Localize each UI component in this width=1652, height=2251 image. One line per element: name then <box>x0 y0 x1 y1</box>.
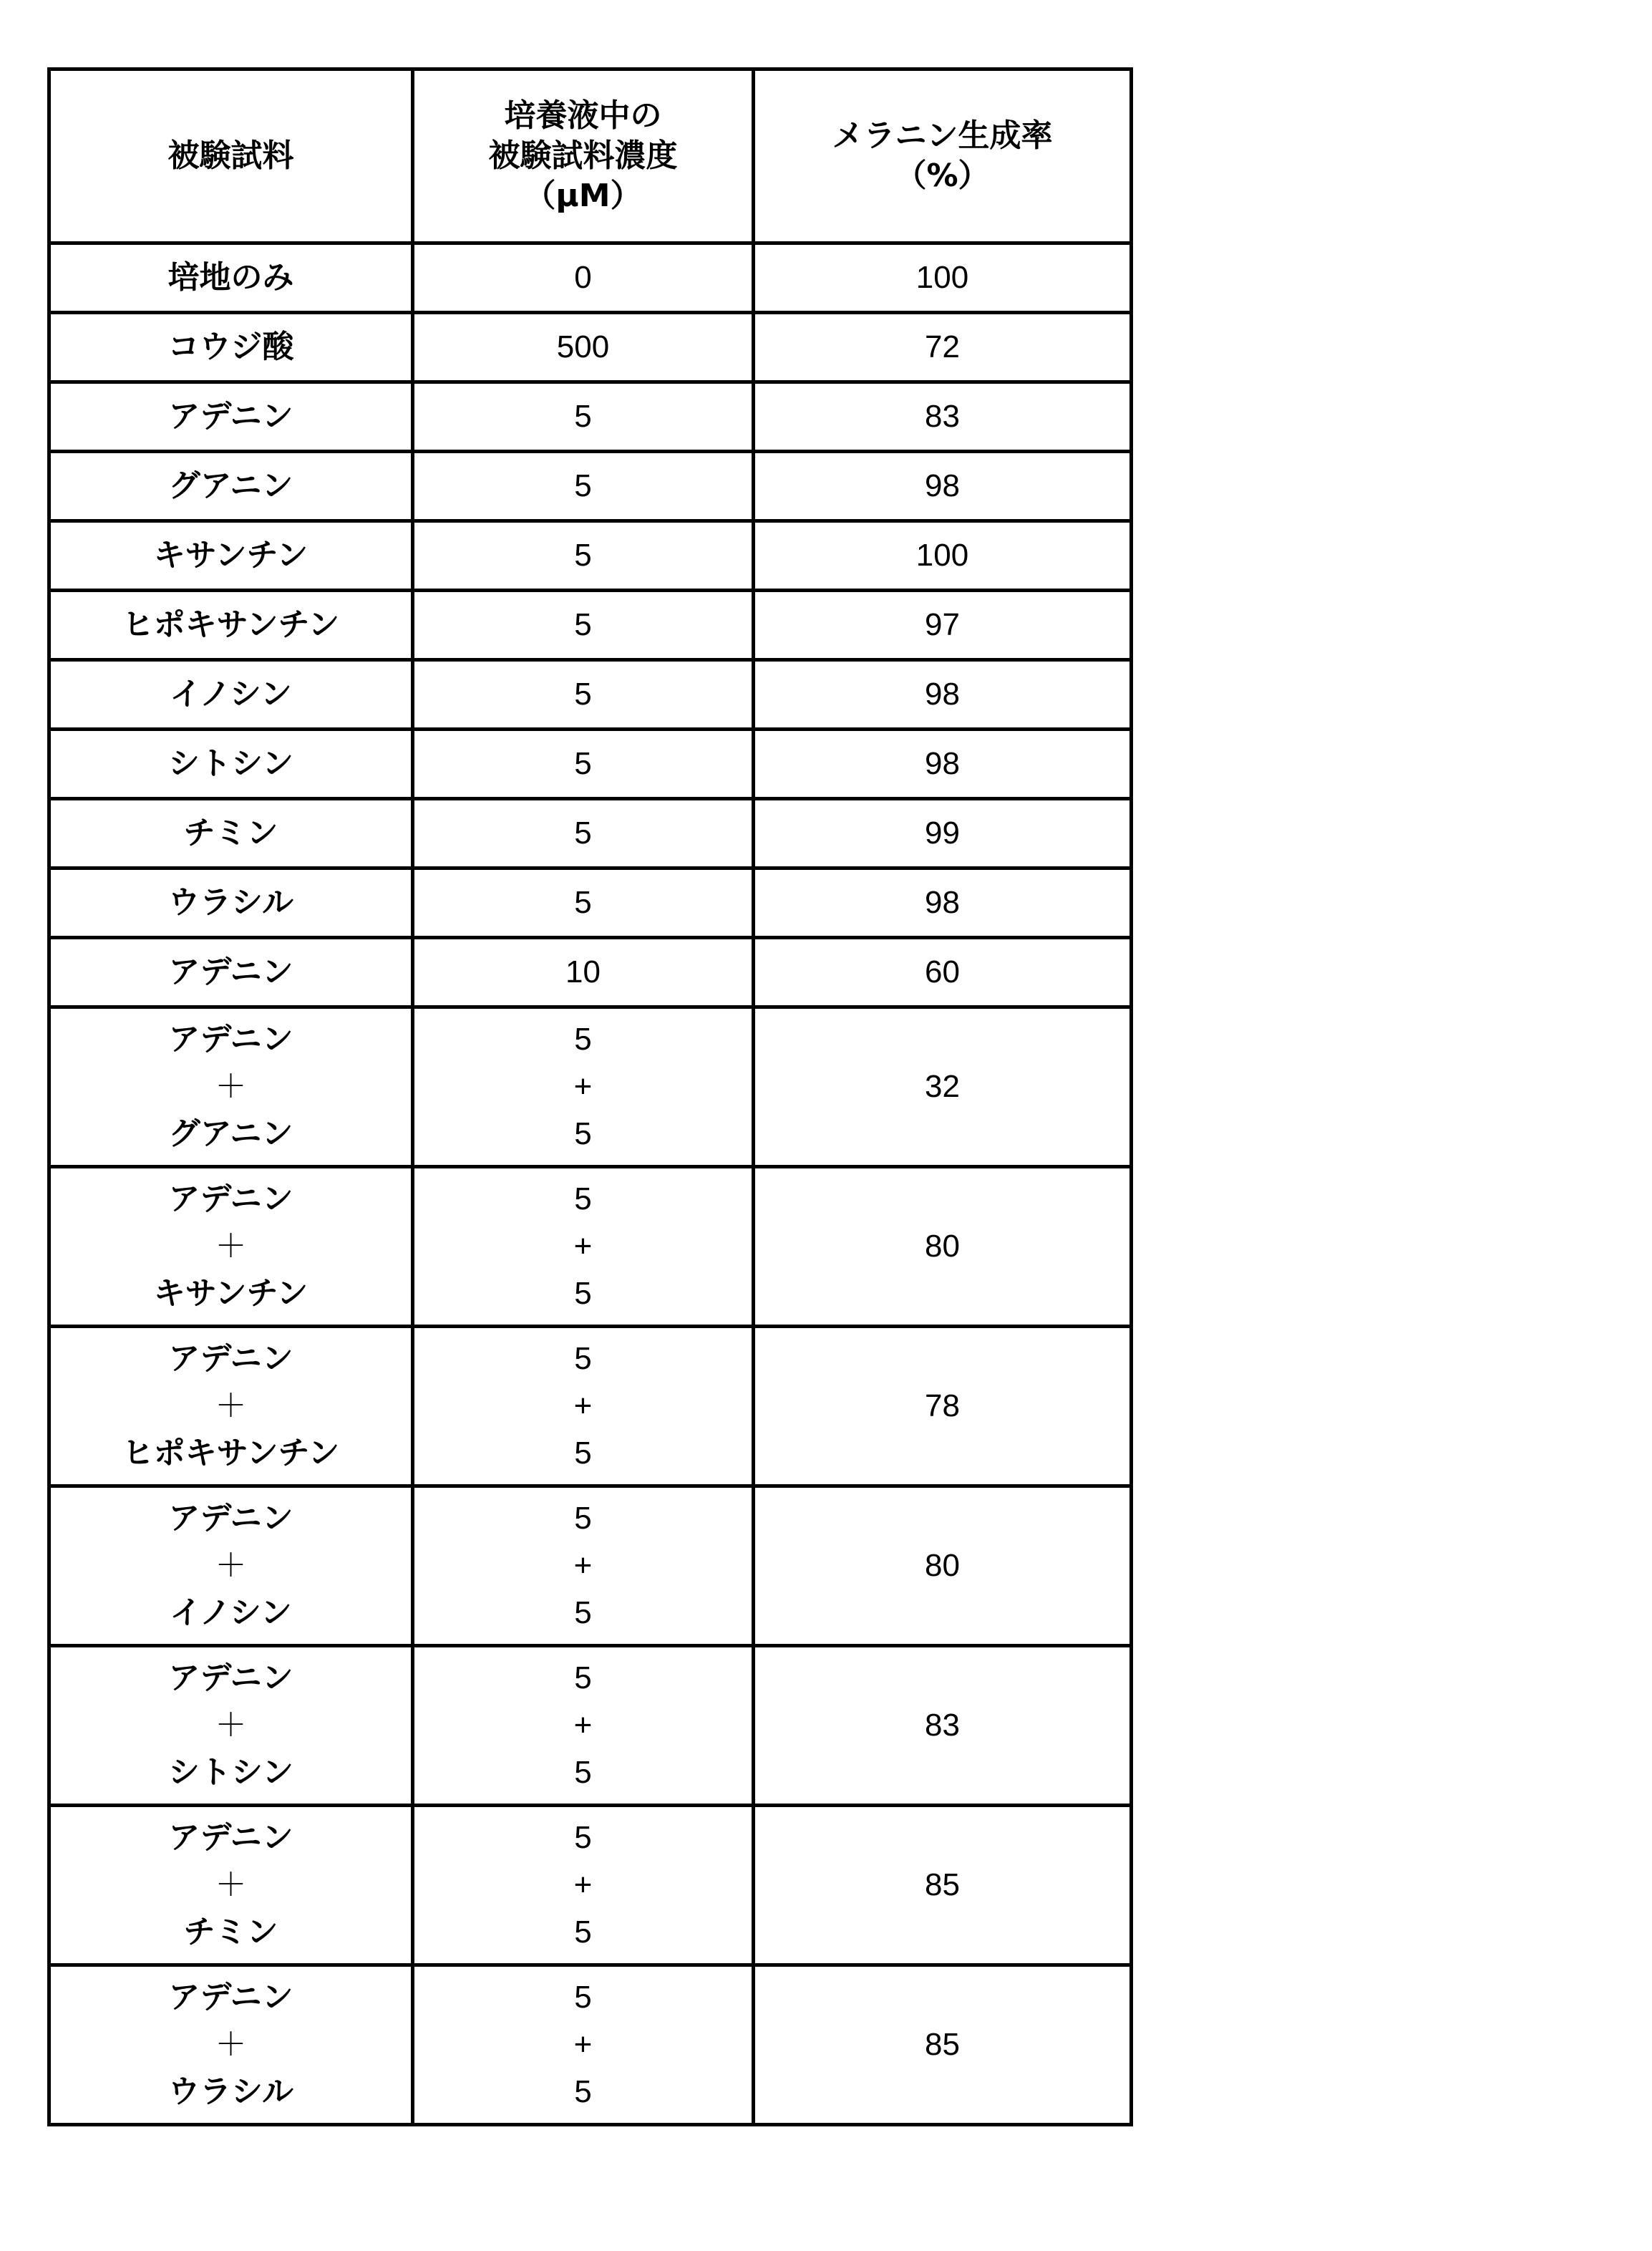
concentration-cell <box>413 1007 754 1167</box>
table-row-combination <box>49 1646 1132 1806</box>
concentration-cell <box>413 1327 754 1486</box>
sample-cell: イノシン <box>49 660 413 730</box>
melanin-rate-cell: 32 <box>754 1007 1132 1167</box>
plus-sign: ＋ <box>215 1388 247 1424</box>
table-body <box>49 243 1132 2125</box>
melanin-rate-cell: 83 <box>754 382 1132 452</box>
sample-b: ヒポキサンチン <box>122 1435 340 1471</box>
table-row <box>49 938 1132 1007</box>
concentration-a: 5 <box>574 1341 592 1376</box>
plus-sign: + <box>573 1069 593 1104</box>
melanin-rate-cell: 85 <box>754 1806 1132 1965</box>
concentration-b: 5 <box>574 1116 592 1151</box>
concentration-cell: 5 <box>413 591 754 660</box>
sample-cell <box>49 1007 413 1167</box>
sample-a: アデニン <box>168 1979 293 2015</box>
table-row-combination <box>49 1167 1132 1327</box>
plus-sign: ＋ <box>215 1707 247 1743</box>
sample-cell <box>49 1327 413 1486</box>
sample-a: アデニン <box>168 1500 293 1536</box>
plus-sign: + <box>573 1548 593 1583</box>
melanin-rate-cell: 98 <box>754 660 1132 730</box>
sample-cell: 培地のみ <box>49 243 413 313</box>
sample-cell <box>49 1646 413 1806</box>
plus-sign: + <box>573 1388 593 1423</box>
concentration-b: 5 <box>574 2074 592 2109</box>
table-row-combination <box>49 1486 1132 1646</box>
concentration-cell: 5 <box>413 452 754 521</box>
melanin-rate-cell: 98 <box>754 868 1132 938</box>
melanin-rate-cell: 83 <box>754 1646 1132 1806</box>
plus-sign: ＋ <box>215 1068 247 1105</box>
plus-sign: ＋ <box>215 1547 247 1584</box>
sample-cell: アデニン <box>49 938 413 1007</box>
melanin-rate-cell: 97 <box>754 591 1132 660</box>
sample-b: シトシン <box>168 1754 293 1791</box>
concentration-cell: 10 <box>413 938 754 1007</box>
table-row-combination <box>49 1327 1132 1486</box>
concentration-a: 5 <box>574 1022 592 1057</box>
plus-sign: ＋ <box>215 1867 247 1903</box>
sample-a: アデニン <box>168 1660 293 1696</box>
sample-b: ウラシル <box>168 2073 293 2110</box>
concentration-cell: 500 <box>413 313 754 382</box>
sample-cell <box>49 1965 413 2125</box>
plus-sign: ＋ <box>215 1228 247 1264</box>
plus-sign: + <box>573 1867 593 1902</box>
table-row <box>49 591 1132 660</box>
table-row <box>49 730 1132 799</box>
concentration-cell <box>413 1806 754 1965</box>
plus-sign: + <box>573 1708 593 1743</box>
concentration-b: 5 <box>574 1595 592 1630</box>
concentration-cell: 5 <box>413 521 754 591</box>
concentration-a: 5 <box>574 1181 592 1216</box>
sample-a: アデニン <box>168 1340 293 1377</box>
sample-cell: コウジ酸 <box>49 313 413 382</box>
table-row <box>49 313 1132 382</box>
concentration-a: 5 <box>574 1980 592 2015</box>
table-row-combination <box>49 1806 1132 1965</box>
melanin-rate-cell: 60 <box>754 938 1132 1007</box>
concentration-cell <box>413 1646 754 1806</box>
concentration-a: 5 <box>574 1660 592 1695</box>
plus-sign: + <box>573 1229 593 1264</box>
sample-cell <box>49 1486 413 1646</box>
sample-cell <box>49 1167 413 1327</box>
melanin-rate-cell: 100 <box>754 521 1132 591</box>
melanin-rate-cell: 80 <box>754 1167 1132 1327</box>
melanin-production-table <box>47 67 1133 2126</box>
sample-a: アデニン <box>168 1819 293 1856</box>
concentration-b: 5 <box>574 1436 592 1471</box>
table-row <box>49 382 1132 452</box>
sample-cell: ヒポキサンチン <box>49 591 413 660</box>
sample-a: アデニン <box>168 1181 293 1217</box>
sample-cell: キサンチン <box>49 521 413 591</box>
melanin-rate-cell: 72 <box>754 313 1132 382</box>
table-row <box>49 521 1132 591</box>
sample-b: キサンチン <box>153 1275 308 1312</box>
header-sample: 被験試料 <box>49 69 413 243</box>
sample-cell: グアニン <box>49 452 413 521</box>
melanin-rate-cell: 99 <box>754 799 1132 868</box>
concentration-a: 5 <box>574 1820 592 1855</box>
header-melanin-rate: メラニン生成率 （%） <box>754 69 1132 243</box>
concentration-cell <box>413 1965 754 2125</box>
sample-cell: シトシン <box>49 730 413 799</box>
table-row-combination <box>49 1007 1132 1167</box>
plus-sign: ＋ <box>215 2026 247 2063</box>
concentration-cell <box>413 1167 754 1327</box>
sample-b: グアニン <box>168 1115 293 1152</box>
concentration-b: 5 <box>574 1276 592 1311</box>
concentration-cell: 5 <box>413 660 754 730</box>
concentration-b: 5 <box>574 1755 592 1790</box>
sample-cell <box>49 1806 413 1965</box>
concentration-cell: 5 <box>413 382 754 452</box>
sample-cell: アデニン <box>49 382 413 452</box>
table-row <box>49 799 1132 868</box>
table-row <box>49 660 1132 730</box>
concentration-a: 5 <box>574 1501 592 1536</box>
melanin-rate-cell: 98 <box>754 452 1132 521</box>
melanin-rate-cell: 85 <box>754 1965 1132 2125</box>
melanin-rate-cell: 78 <box>754 1327 1132 1486</box>
table-row <box>49 243 1132 313</box>
table-row-combination <box>49 1965 1132 2125</box>
sample-cell: チミン <box>49 799 413 868</box>
melanin-rate-cell: 80 <box>754 1486 1132 1646</box>
header-concentration: 培養液中の 被験試料濃度 （μM） <box>413 69 754 243</box>
header-row <box>49 69 1132 243</box>
concentration-cell: 5 <box>413 799 754 868</box>
melanin-rate-cell: 100 <box>754 243 1132 313</box>
sample-a: アデニン <box>168 1021 293 1057</box>
concentration-cell: 5 <box>413 868 754 938</box>
concentration-cell: 0 <box>413 243 754 313</box>
table-row <box>49 452 1132 521</box>
table-row <box>49 868 1132 938</box>
concentration-cell: 5 <box>413 730 754 799</box>
melanin-rate-cell: 98 <box>754 730 1132 799</box>
plus-sign: + <box>573 2027 593 2062</box>
concentration-b: 5 <box>574 1914 592 1950</box>
concentration-cell <box>413 1486 754 1646</box>
sample-cell: ウラシル <box>49 868 413 938</box>
sample-b: チミン <box>183 1914 278 1950</box>
sample-b: イノシン <box>170 1594 292 1631</box>
